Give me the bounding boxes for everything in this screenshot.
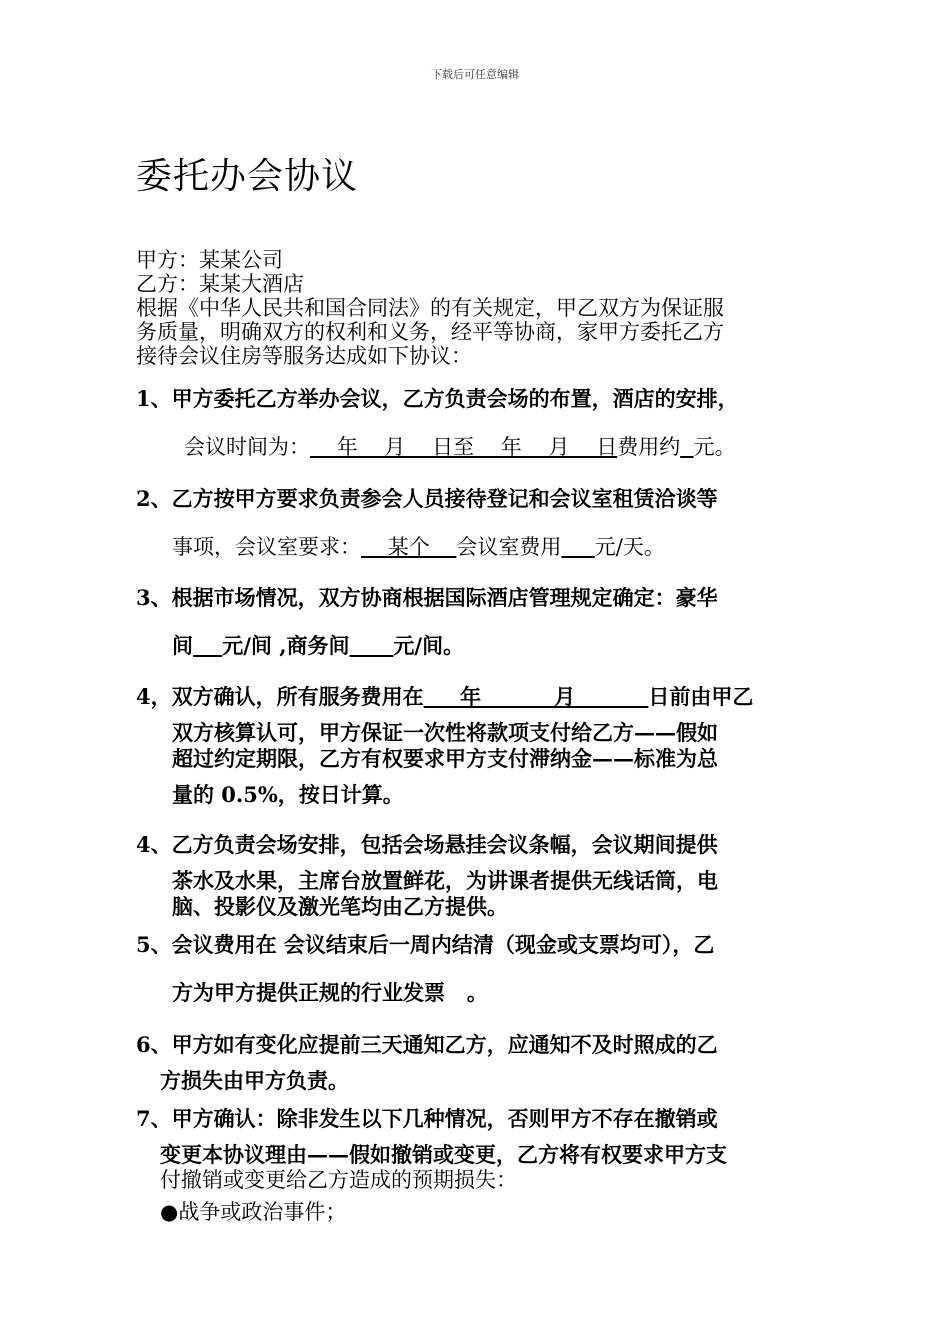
clause-4-line-3: 超过约定期限，乙方有权要求甲方支付滞纳金——标准为总 (172, 746, 718, 771)
intro-section (136, 248, 826, 368)
clause-1-line-1: 1、甲方委托乙方举办会议，乙方负责会场的布置，酒店的安排， (136, 386, 739, 411)
intro-line: 根据《中华人民共和国合同法》的有关规定，甲乙双方为保证服 (136, 296, 724, 320)
clause-7-line-2: 变更本协议理由——假如撤销或变更，乙方将有权要求甲方支 (160, 1142, 727, 1167)
clause-1 (136, 386, 836, 460)
clause-6-line-1: 6、甲方如有变化应提前三天通知乙方，应通知不及时照成的乙 (136, 1032, 718, 1057)
clause-6-line-2: 方损失由甲方负责。 (160, 1068, 349, 1093)
room-req-label: 事项，会议室要求： (172, 535, 361, 559)
clause-4b-line-1: 4、乙方负责会场安排，包括会场悬挂会议条幅，会议期间提供 (136, 832, 718, 857)
clause-3-line-1: 3、根据市场情况，双方协商根据国际酒店管理规定确定：豪华 (136, 585, 718, 610)
clause-1-line-2 (136, 434, 836, 460)
clause-7-line-1: 7、甲方确认：除非发生以下几种情况，否则甲方不存在撤销或 (136, 1106, 718, 1131)
room-fee-label: 会议室费用 (456, 535, 562, 559)
clause-2-line-2 (136, 534, 836, 560)
bullet-item: ●战争或政治事件； (160, 1200, 347, 1224)
clause-4-line-1: 4，双方确认，所有服务费用在 年 月 日前由甲乙 (136, 684, 754, 709)
payment-date-blank: 年 月 (423, 684, 649, 709)
clause-4b-line-2: 茶水及水果，主席台放置鲜花，为讲课者提供无线话筒，电 (172, 868, 718, 893)
clause-4-line-4: 量的 0.5%，按日计算。 (172, 782, 404, 807)
clause-3-line-2: 间 元/间 ,商务间 元/间。 (172, 633, 465, 658)
meeting-time-label: 会议时间为： (184, 435, 310, 459)
clause-7 (136, 1106, 836, 1192)
room-fee-unit: 元/天。 (594, 535, 665, 559)
deluxe-price-blank (193, 633, 222, 658)
clause-5-line-1: 5、会议费用在 会议结束后一周内结清（现金或支票均可），乙 (136, 932, 715, 957)
fee-unit: 元。 (693, 435, 736, 459)
clause-2-line-1: 2、乙方按甲方要求负责参会人员接待登记和会议室租赁洽谈等 (136, 486, 718, 511)
meeting-date-blank: 年 月 日至 年 月 日 (310, 435, 618, 459)
clause-4-line-2: 双方核算认可，甲方保证一次性将款项支付给乙方——假如 (172, 720, 718, 745)
fee-blank (680, 435, 693, 459)
clause-3 (136, 585, 836, 659)
clause-6 (136, 1032, 836, 1094)
clause-7-line-3: 付撤销或变更给乙方造成的预期损失： (160, 1168, 517, 1192)
clause-5 (136, 932, 836, 1006)
document-title: 委托办会协议 (136, 156, 359, 197)
party-a: 甲方：某某公司 (136, 248, 283, 272)
fee-label: 费用约 (617, 435, 681, 459)
room-req-blank: 某个 (361, 535, 457, 559)
clause-2 (136, 486, 836, 560)
clause-5-line-2: 方为甲方提供正规的行业发票 。 (172, 980, 488, 1005)
room-fee-blank (561, 535, 594, 559)
clause-4-venue (136, 832, 836, 920)
header-note: 下载后可任意编辑 (431, 68, 519, 81)
party-b: 乙方：某某大酒店 (136, 272, 304, 296)
business-price-blank (350, 633, 394, 658)
clause-4b-line-3: 脑、投影仪及激光笔均由乙方提供。 (172, 894, 508, 919)
intro-line: 务质量，明确双方的权利和义务，经平等协商，家甲方委托乙方 (136, 320, 724, 344)
intro-line: 接待会议住房等服务达成如下协议： (136, 344, 472, 368)
clause-4-payment (136, 684, 836, 808)
